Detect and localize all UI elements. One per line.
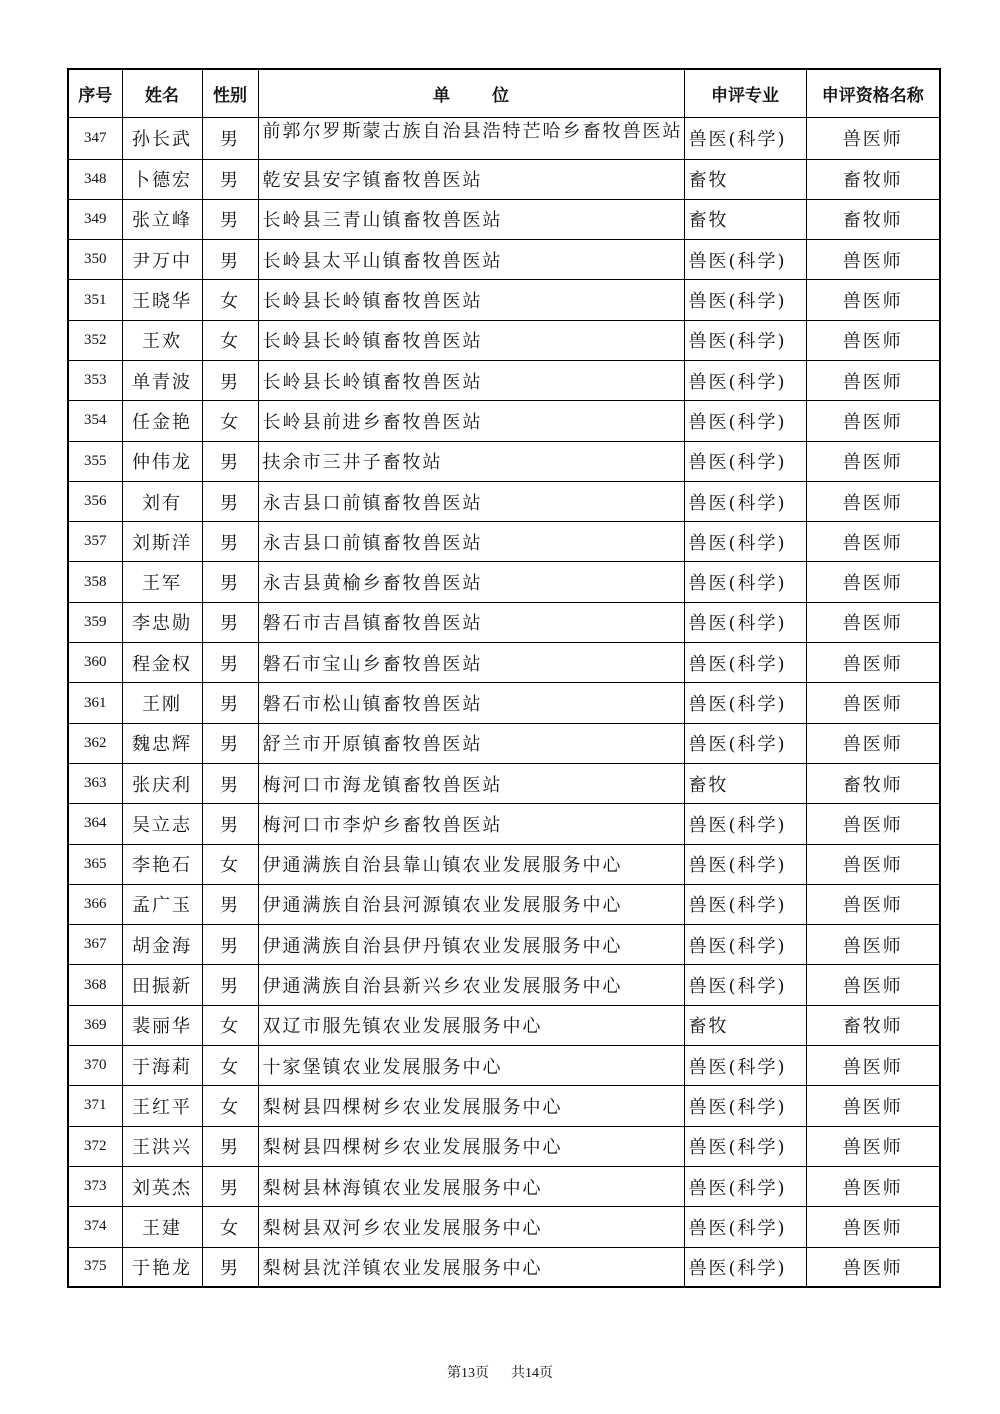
- table-row: [68, 683, 940, 723]
- header-sex: 性别: [202, 69, 258, 117]
- cell-major: 兽医(科学): [684, 723, 806, 763]
- table-row: [68, 925, 940, 965]
- table-row: [68, 360, 940, 400]
- cell-major: 兽医(科学): [684, 643, 806, 683]
- cell-name: 于海莉: [122, 1046, 202, 1086]
- header-major: 申评专业: [684, 69, 806, 117]
- cell-no: 368: [68, 965, 122, 1005]
- cell-title: 兽医师: [806, 360, 940, 400]
- cell-name: 李忠勋: [122, 602, 202, 642]
- cell-title: 兽医师: [806, 723, 940, 763]
- cell-unit: 长岭县前进乡畜牧兽医站: [258, 401, 684, 441]
- cell-major: 兽医(科学): [684, 1046, 806, 1086]
- page-footer: [0, 1362, 1000, 1382]
- cell-sex: 男: [202, 199, 258, 239]
- cell-major: 兽医(科学): [684, 602, 806, 642]
- cell-name: 仲伟龙: [122, 441, 202, 481]
- table-row: [68, 844, 940, 884]
- cell-sex: 男: [202, 683, 258, 723]
- cell-no: 350: [68, 240, 122, 280]
- table-row: [68, 1086, 940, 1126]
- cell-sex: 女: [202, 1005, 258, 1045]
- cell-unit: 长岭县长岭镇畜牧兽医站: [258, 360, 684, 400]
- table-row: [68, 1247, 940, 1287]
- cell-unit: 扶余市三井子畜牧站: [258, 441, 684, 481]
- applicant-table: [67, 68, 941, 1288]
- cell-unit: 磐石市吉昌镇畜牧兽医站: [258, 602, 684, 642]
- cell-name: 单青波: [122, 360, 202, 400]
- cell-unit: 伊通满族自治县靠山镇农业发展服务中心: [258, 844, 684, 884]
- cell-major: 兽医(科学): [684, 280, 806, 320]
- cell-title: 畜牧师: [806, 199, 940, 239]
- cell-sex: 男: [202, 643, 258, 683]
- cell-unit: 永吉县口前镇畜牧兽医站: [258, 481, 684, 521]
- cell-sex: 女: [202, 320, 258, 360]
- cell-title: 兽医师: [806, 280, 940, 320]
- cell-unit: 梨树县四棵树乡农业发展服务中心: [258, 1086, 684, 1126]
- cell-sex: 男: [202, 602, 258, 642]
- cell-name: 李艳石: [122, 844, 202, 884]
- cell-major: 畜牧: [684, 199, 806, 239]
- cell-unit: 梨树县四棵树乡农业发展服务中心: [258, 1126, 684, 1166]
- header-unit: 单 位: [258, 69, 684, 117]
- cell-no: 351: [68, 280, 122, 320]
- cell-no: 374: [68, 1207, 122, 1247]
- cell-sex: 男: [202, 441, 258, 481]
- cell-no: 365: [68, 844, 122, 884]
- cell-no: 347: [68, 117, 122, 159]
- cell-sex: 男: [202, 117, 258, 159]
- table-row: [68, 1166, 940, 1206]
- cell-no: 363: [68, 763, 122, 803]
- table-row: [68, 1005, 940, 1045]
- cell-title: 兽医师: [806, 683, 940, 723]
- cell-sex: 女: [202, 844, 258, 884]
- table-row: [68, 481, 940, 521]
- cell-sex: 男: [202, 723, 258, 763]
- cell-title: 畜牧师: [806, 159, 940, 199]
- cell-unit: 伊通满族自治县河源镇农业发展服务中心: [258, 884, 684, 924]
- cell-no: 358: [68, 562, 122, 602]
- table-row: [68, 1046, 940, 1086]
- cell-title: 兽医师: [806, 965, 940, 1005]
- cell-sex: 男: [202, 1126, 258, 1166]
- table-row: [68, 804, 940, 844]
- cell-unit: 长岭县三青山镇畜牧兽医站: [258, 199, 684, 239]
- cell-sex: 男: [202, 965, 258, 1005]
- cell-unit: 永吉县口前镇畜牧兽医站: [258, 522, 684, 562]
- cell-title: 兽医师: [806, 844, 940, 884]
- cell-title: 兽医师: [806, 522, 940, 562]
- cell-title: 兽医师: [806, 1126, 940, 1166]
- table-body: [68, 117, 940, 1287]
- cell-no: 370: [68, 1046, 122, 1086]
- cell-title: 畜牧师: [806, 1005, 940, 1045]
- cell-name: 魏忠辉: [122, 723, 202, 763]
- table-row: [68, 441, 940, 481]
- cell-sex: 女: [202, 280, 258, 320]
- cell-no: 367: [68, 925, 122, 965]
- cell-major: 兽医(科学): [684, 441, 806, 481]
- cell-name: 王红平: [122, 1086, 202, 1126]
- table-row: [68, 884, 940, 924]
- cell-major: 兽医(科学): [684, 320, 806, 360]
- cell-major: 兽医(科学): [684, 844, 806, 884]
- cell-unit: 舒兰市开原镇畜牧兽医站: [258, 723, 684, 763]
- cell-name: 于艳龙: [122, 1247, 202, 1287]
- cell-unit: 伊通满族自治县伊丹镇农业发展服务中心: [258, 925, 684, 965]
- cell-title: 兽医师: [806, 240, 940, 280]
- table-row: [68, 1207, 940, 1247]
- cell-major: 兽医(科学): [684, 804, 806, 844]
- cell-no: 359: [68, 602, 122, 642]
- table-row: [68, 562, 940, 602]
- cell-name: 吴立志: [122, 804, 202, 844]
- cell-major: 兽医(科学): [684, 360, 806, 400]
- cell-sex: 男: [202, 240, 258, 280]
- header-title: 申评资格名称: [806, 69, 940, 117]
- header-name: 姓名: [122, 69, 202, 117]
- cell-title: 兽医师: [806, 401, 940, 441]
- cell-sex: 男: [202, 804, 258, 844]
- cell-major: 兽医(科学): [684, 562, 806, 602]
- cell-sex: 男: [202, 763, 258, 803]
- cell-major: 兽医(科学): [684, 965, 806, 1005]
- table-row: [68, 159, 940, 199]
- cell-title: 兽医师: [806, 1046, 940, 1086]
- cell-name: 孟广玉: [122, 884, 202, 924]
- table-row: [68, 1126, 940, 1166]
- cell-major: 畜牧: [684, 763, 806, 803]
- cell-title: 兽医师: [806, 925, 940, 965]
- cell-major: 兽医(科学): [684, 240, 806, 280]
- cell-major: 兽医(科学): [684, 1247, 806, 1287]
- cell-name: 王晓华: [122, 280, 202, 320]
- cell-name: 任金艳: [122, 401, 202, 441]
- cell-unit-text: 前郭尔罗斯蒙古族自治县浩特芒哈乡畜牧兽医站: [262, 120, 683, 142]
- cell-name: 孙长武: [122, 117, 202, 159]
- cell-major: 兽医(科学): [684, 884, 806, 924]
- cell-no: 353: [68, 360, 122, 400]
- cell-name: 刘英杰: [122, 1166, 202, 1206]
- cell-name: 王洪兴: [122, 1126, 202, 1166]
- cell-unit: 长岭县太平山镇畜牧兽医站: [258, 240, 684, 280]
- cell-name: 王欢: [122, 320, 202, 360]
- cell-unit: 双辽市服先镇农业发展服务中心: [258, 1005, 684, 1045]
- cell-no: 352: [68, 320, 122, 360]
- cell-sex: 男: [202, 1247, 258, 1287]
- page-number: 第13页: [447, 1366, 489, 1381]
- cell-major: 兽医(科学): [684, 117, 806, 159]
- cell-major: 兽医(科学): [684, 1166, 806, 1206]
- cell-title: 畜牧师: [806, 763, 940, 803]
- cell-no: 369: [68, 1005, 122, 1045]
- cell-no: 357: [68, 522, 122, 562]
- cell-title: 兽医师: [806, 481, 940, 521]
- cell-title: 兽医师: [806, 441, 940, 481]
- cell-unit: 磐石市宝山乡畜牧兽医站: [258, 643, 684, 683]
- cell-sex: 女: [202, 1046, 258, 1086]
- cell-sex: 男: [202, 925, 258, 965]
- cell-major: 畜牧: [684, 159, 806, 199]
- table-row: [68, 522, 940, 562]
- cell-name: 刘有: [122, 481, 202, 521]
- cell-major: 兽医(科学): [684, 1126, 806, 1166]
- cell-no: 354: [68, 401, 122, 441]
- table-row: [68, 199, 940, 239]
- cell-name: 卜德宏: [122, 159, 202, 199]
- cell-unit: [258, 117, 684, 159]
- cell-unit: 长岭县长岭镇畜牧兽医站: [258, 320, 684, 360]
- cell-major: 兽医(科学): [684, 481, 806, 521]
- cell-no: 362: [68, 723, 122, 763]
- cell-unit: 梅河口市李炉乡畜牧兽医站: [258, 804, 684, 844]
- cell-title: 兽医师: [806, 117, 940, 159]
- cell-major: 兽医(科学): [684, 1086, 806, 1126]
- cell-unit: 乾安县安字镇畜牧兽医站: [258, 159, 684, 199]
- cell-no: 349: [68, 199, 122, 239]
- cell-sex: 男: [202, 159, 258, 199]
- cell-sex: 男: [202, 884, 258, 924]
- cell-title: 兽医师: [806, 1086, 940, 1126]
- header-no: 序号: [68, 69, 122, 117]
- cell-unit: 梅河口市海龙镇畜牧兽医站: [258, 763, 684, 803]
- cell-title: 兽医师: [806, 602, 940, 642]
- cell-no: 372: [68, 1126, 122, 1166]
- cell-name: 刘斯洋: [122, 522, 202, 562]
- table-row: [68, 401, 940, 441]
- cell-title: 兽医师: [806, 1247, 940, 1287]
- page-total: 共14页: [511, 1366, 553, 1381]
- table-row: [68, 280, 940, 320]
- cell-sex: 男: [202, 481, 258, 521]
- cell-title: 兽医师: [806, 320, 940, 360]
- table-row: [68, 763, 940, 803]
- cell-no: 371: [68, 1086, 122, 1126]
- cell-major: 兽医(科学): [684, 401, 806, 441]
- cell-no: 356: [68, 481, 122, 521]
- cell-no: 348: [68, 159, 122, 199]
- header-row: [68, 69, 940, 117]
- cell-sex: 男: [202, 522, 258, 562]
- cell-name: 胡金海: [122, 925, 202, 965]
- cell-name: 程金权: [122, 643, 202, 683]
- cell-sex: 女: [202, 1086, 258, 1126]
- cell-name: 田振新: [122, 965, 202, 1005]
- cell-sex: 男: [202, 360, 258, 400]
- table-row: [68, 643, 940, 683]
- cell-sex: 女: [202, 401, 258, 441]
- cell-name: 张庆利: [122, 763, 202, 803]
- table-row: [68, 723, 940, 763]
- cell-name: 王军: [122, 562, 202, 602]
- cell-no: 355: [68, 441, 122, 481]
- cell-sex: 男: [202, 562, 258, 602]
- table-row: [68, 602, 940, 642]
- cell-no: 364: [68, 804, 122, 844]
- cell-unit: 梨树县林海镇农业发展服务中心: [258, 1166, 684, 1206]
- cell-title: 兽医师: [806, 562, 940, 602]
- table-row: [68, 320, 940, 360]
- cell-major: 兽医(科学): [684, 522, 806, 562]
- cell-unit: 磐石市松山镇畜牧兽医站: [258, 683, 684, 723]
- cell-major: 兽医(科学): [684, 1207, 806, 1247]
- cell-unit: 长岭县长岭镇畜牧兽医站: [258, 280, 684, 320]
- cell-title: 兽医师: [806, 643, 940, 683]
- cell-major: 兽医(科学): [684, 683, 806, 723]
- cell-name: 裴丽华: [122, 1005, 202, 1045]
- cell-unit: 梨树县双河乡农业发展服务中心: [258, 1207, 684, 1247]
- cell-unit: 永吉县黄榆乡畜牧兽医站: [258, 562, 684, 602]
- cell-major: 畜牧: [684, 1005, 806, 1045]
- cell-name: 张立峰: [122, 199, 202, 239]
- cell-unit: 十家堡镇农业发展服务中心: [258, 1046, 684, 1086]
- cell-name: 王刚: [122, 683, 202, 723]
- cell-name: 王建: [122, 1207, 202, 1247]
- cell-title: 兽医师: [806, 1166, 940, 1206]
- cell-sex: 女: [202, 1207, 258, 1247]
- cell-major: 兽医(科学): [684, 925, 806, 965]
- cell-unit: 伊通满族自治县新兴乡农业发展服务中心: [258, 965, 684, 1005]
- cell-no: 366: [68, 884, 122, 924]
- cell-unit: 梨树县沈洋镇农业发展服务中心: [258, 1247, 684, 1287]
- cell-name: 尹万中: [122, 240, 202, 280]
- cell-title: 兽医师: [806, 804, 940, 844]
- table-row: [68, 240, 940, 280]
- cell-title: 兽医师: [806, 884, 940, 924]
- cell-no: 375: [68, 1247, 122, 1287]
- cell-no: 360: [68, 643, 122, 683]
- table-row: [68, 117, 940, 159]
- cell-no: 361: [68, 683, 122, 723]
- cell-sex: 男: [202, 1166, 258, 1206]
- table-row: [68, 965, 940, 1005]
- cell-no: 373: [68, 1166, 122, 1206]
- cell-title: 兽医师: [806, 1207, 940, 1247]
